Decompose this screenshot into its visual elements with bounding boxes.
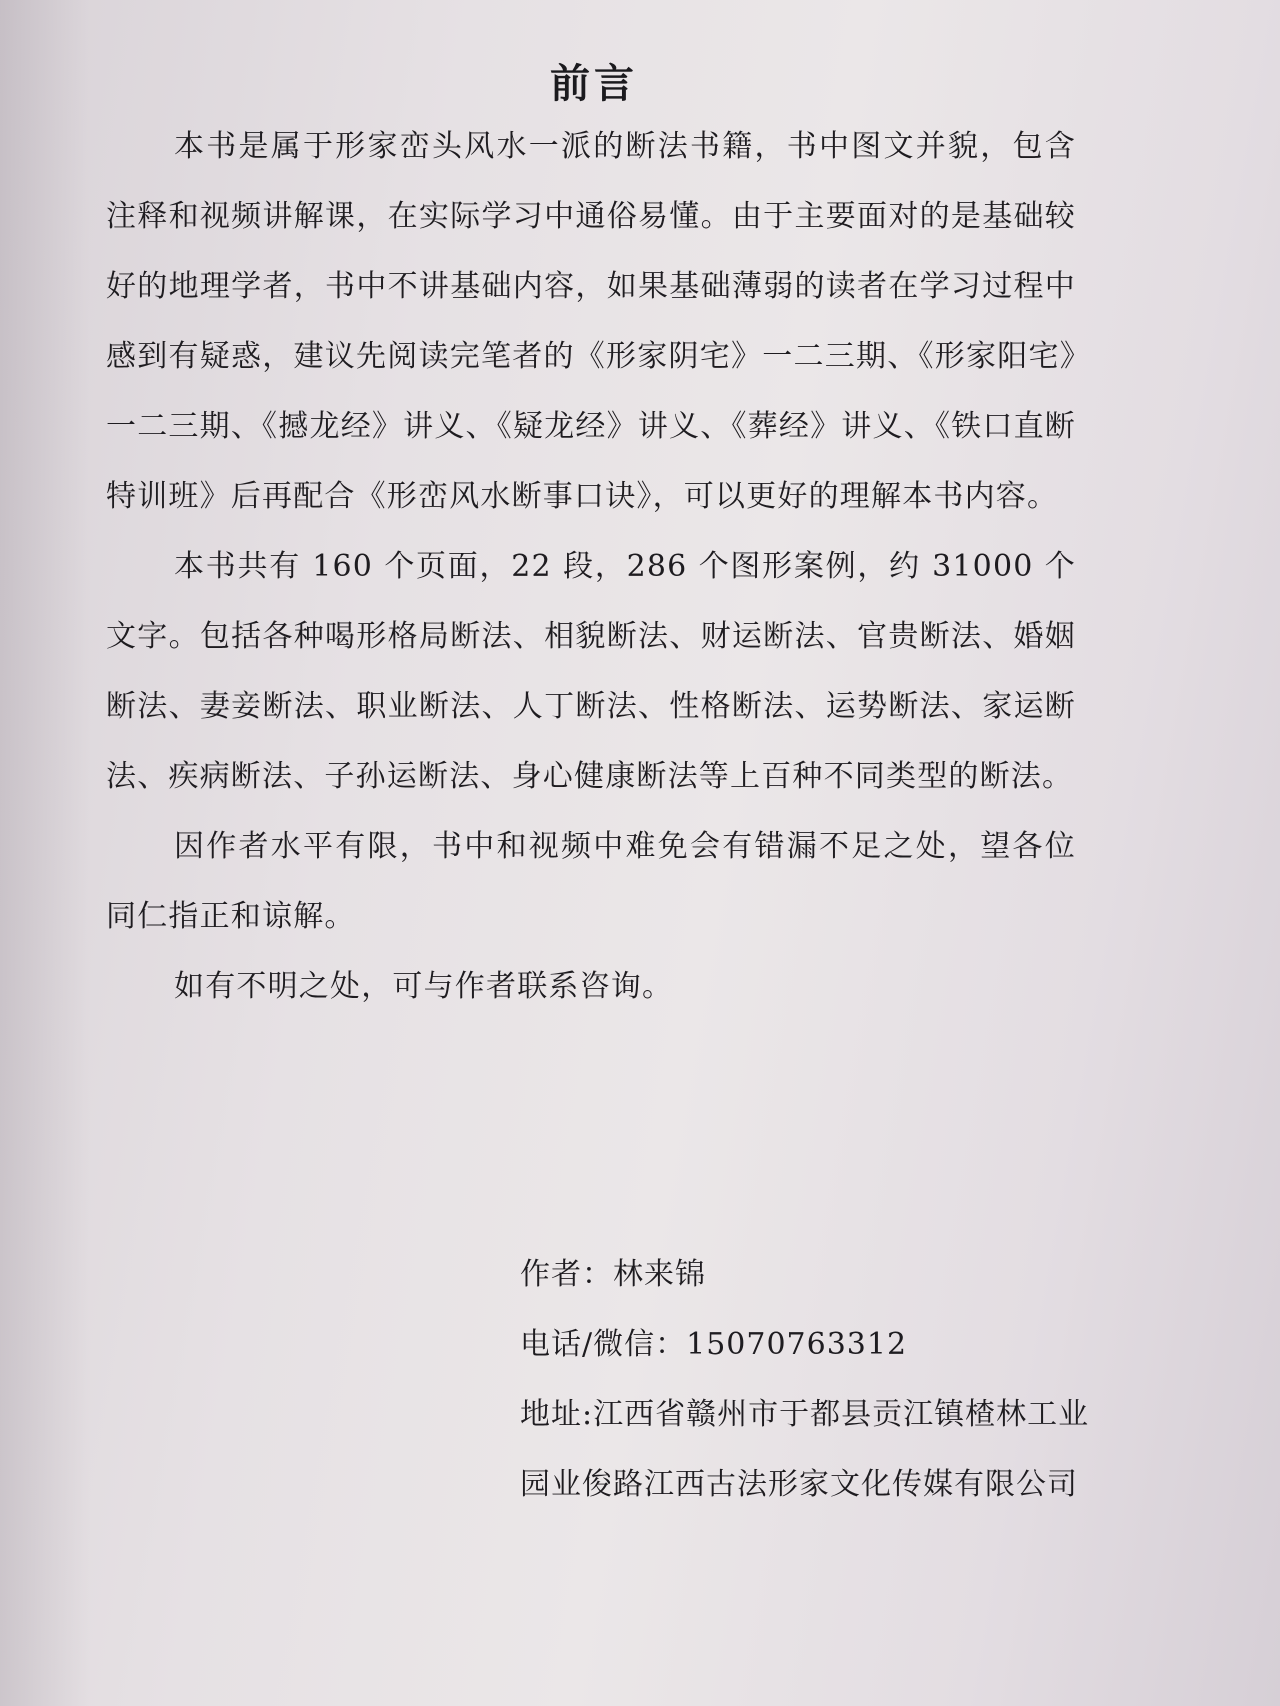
author-address-line-2: 园业俊路江西古法形家文化传媒有限公司 [520, 1467, 1078, 1502]
paragraph-apology: 因作者水平有限，书中和视频中难免会有错漏不足之处，望各位同仁指正和谅解。 [106, 829, 1076, 934]
paragraph-contact-note: 如有不明之处，可与作者联系咨询。 [174, 969, 674, 1004]
paragraph-intro: 本书是属于形家峦头风水一派的断法书籍，书中图文并貌，包含注释和视频讲解课，在实际学习中通俗易懂。由于主要面对的是基础较好的地理学者，书中不讲基础内容，如果基础薄弱的读者在学习过程中感到有疑惑，建议先阅读完笔者的《形家阴宅》一二三期、《形家阳宅》一二三期、《撼龙经》讲义、《疑龙经》讲义、《葬经》讲义、《铁口直断特训班》后再配合《形峦风水断事口诀》，可以更好的理解本书内容。 [106, 129, 1076, 514]
author-contact-block [520, 1240, 1130, 1520]
page-title: 前言 [550, 61, 638, 107]
paragraph-contents: 本书共有 160 个页面，22 段，286 个图形案例，约 31000 个文字。包括各种喝形格局断法、相貌断法、财运断法、官贵断法、婚姻断法、妻妾断法、职业断法、人丁断法、性格断法、运势断法、家运断法、疾病断法、子孙运断法、身心健康断法等上百种不同类型的断法。 [106, 549, 1076, 794]
page-shadow [0, 0, 90, 1706]
preface-body [106, 112, 1076, 1022]
author-name: 作者：林来锦 [520, 1257, 706, 1292]
author-phone: 电话/微信：15070763312 [520, 1327, 908, 1362]
author-address-line-1: 地址:江西省赣州市于都县贡江镇楂林工业 [520, 1397, 1090, 1432]
